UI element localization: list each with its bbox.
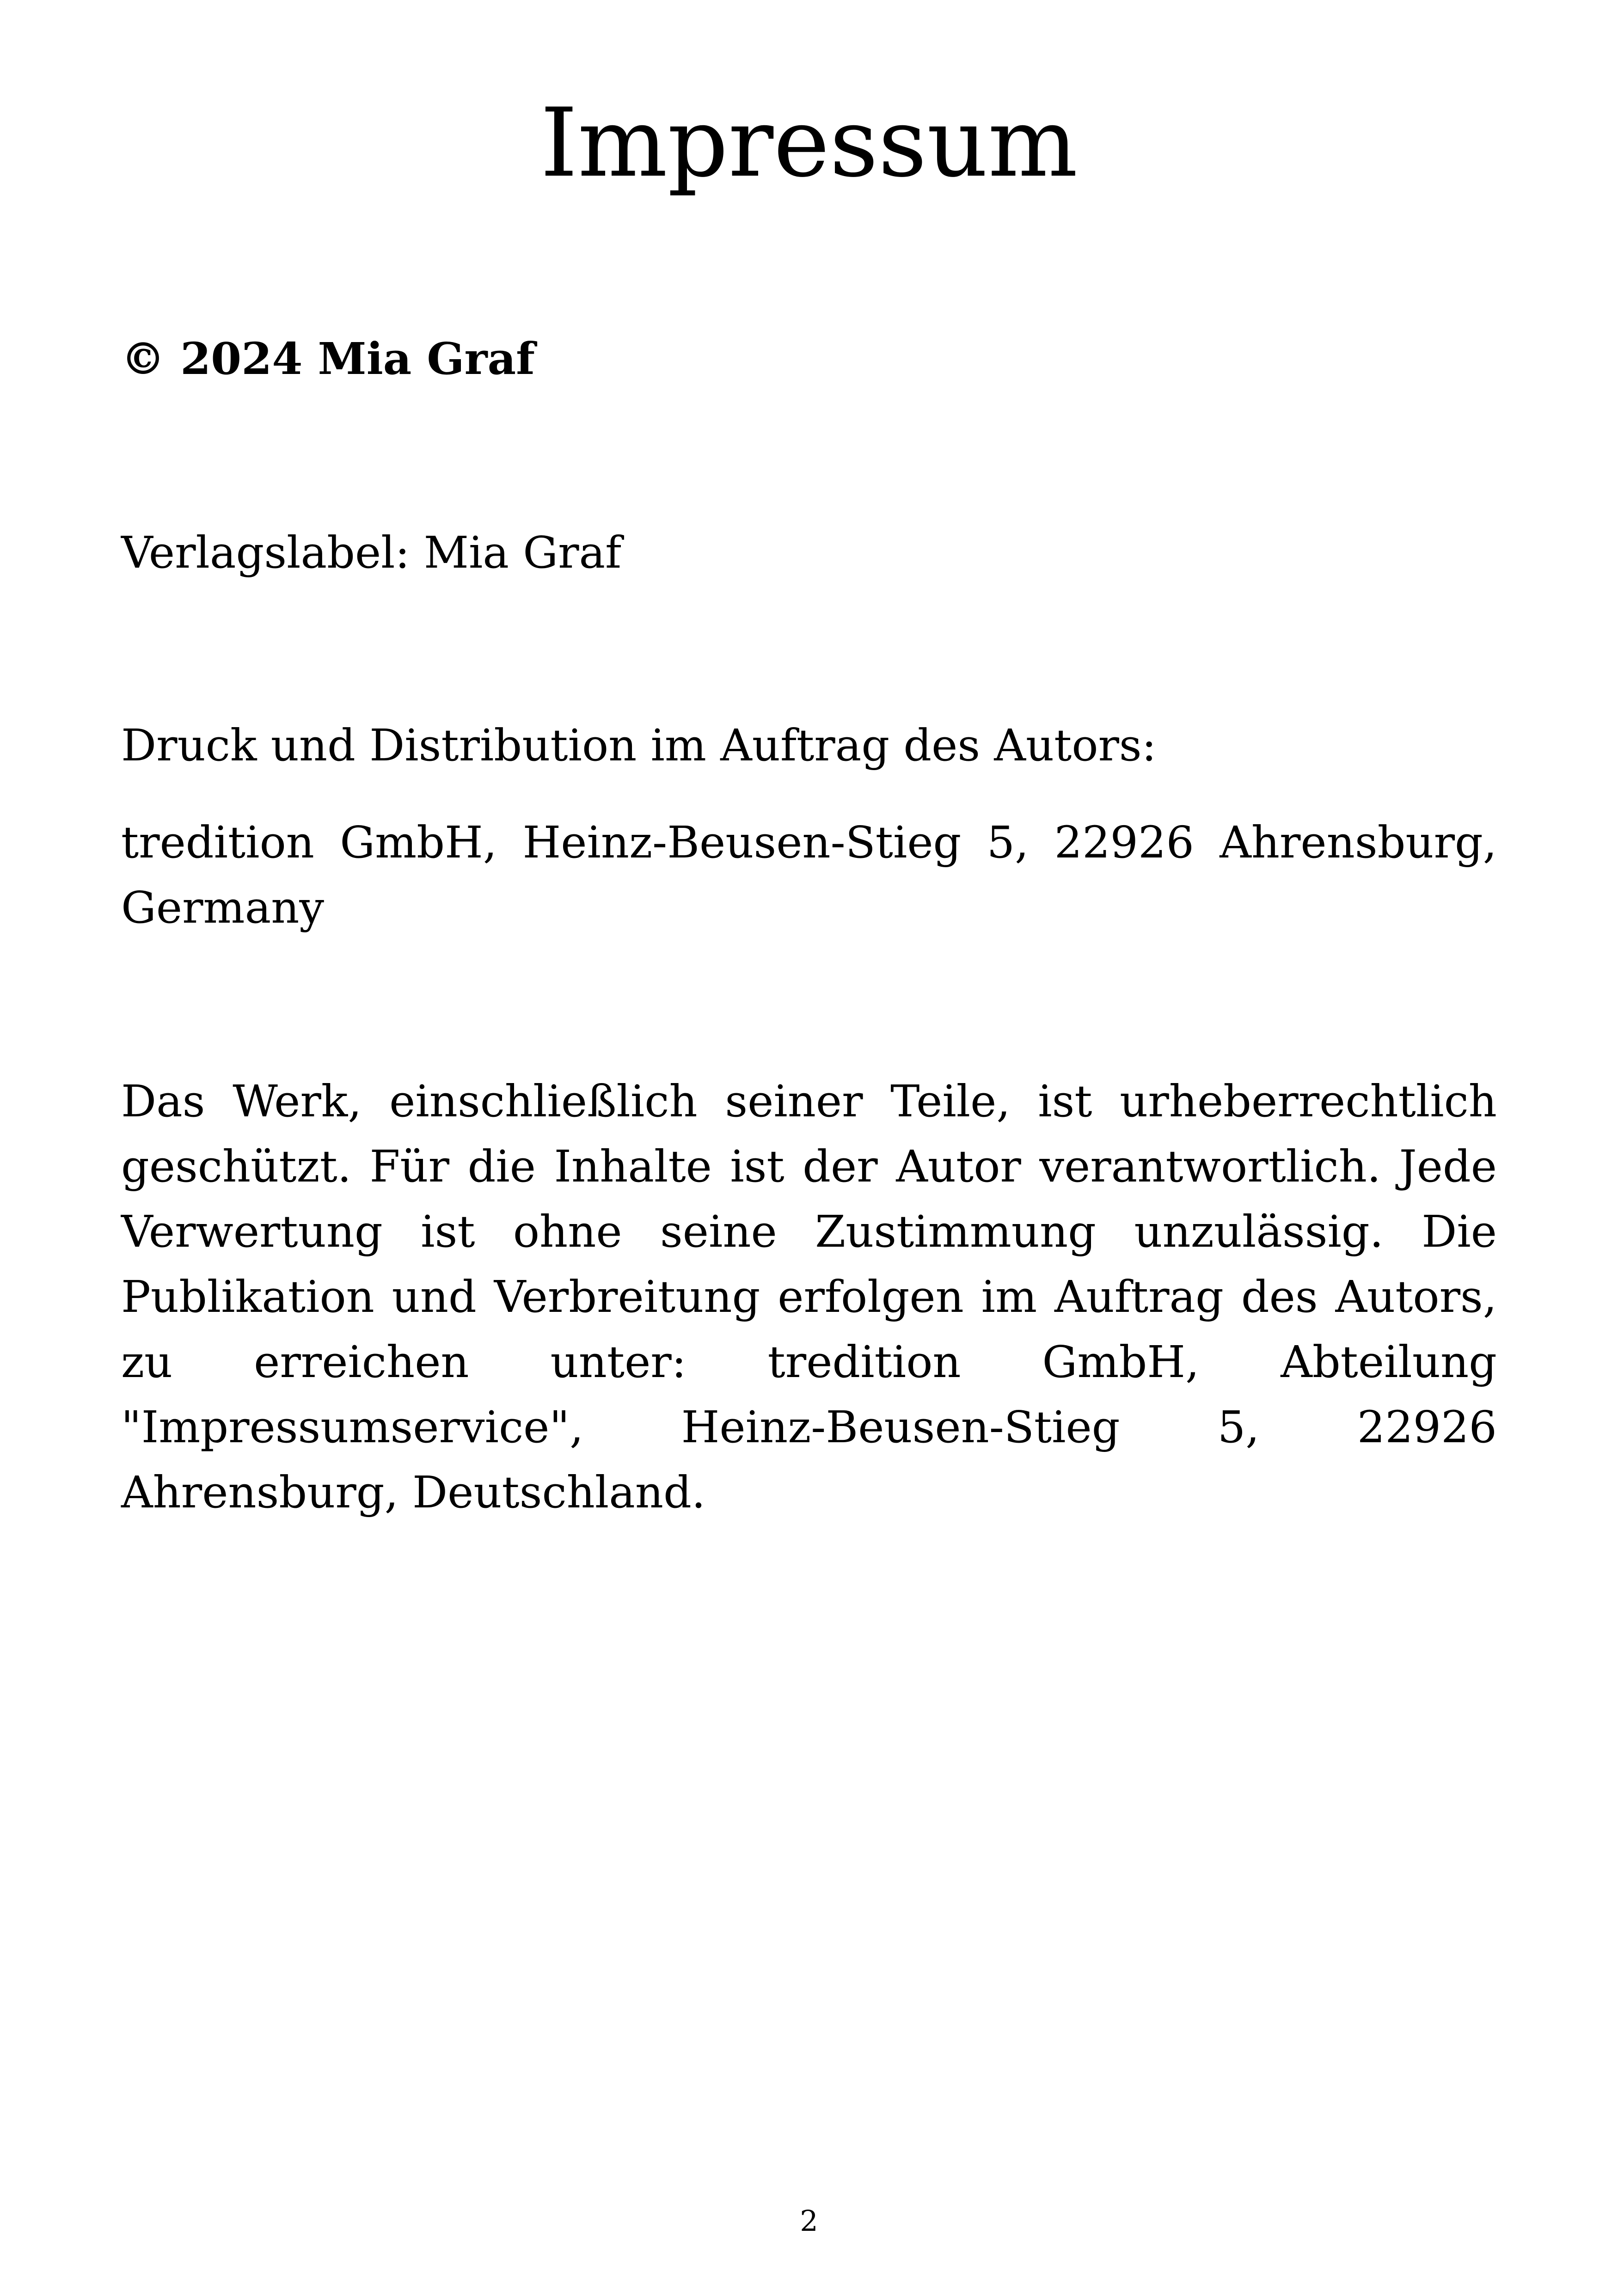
copyright-line: © 2024 Mia Graf xyxy=(121,333,535,385)
printing-heading: Druck und Distribution im Auftrag des Autors: xyxy=(121,720,1157,771)
publisher-label: Verlagslabel: Mia Graf xyxy=(121,527,622,578)
printing-address: tredition GmbH, Heinz-Beusen-Stieg 5, 22926 Ahrensburg, Germany xyxy=(121,817,1497,933)
page-number: 2 xyxy=(800,2204,818,2238)
legal-notice: Das Werk, einschließlich seiner Teile, ist urheberrechtlich geschützt. Für die Inhalte ist der Autor verantwortlich. Jede Verwertung ist ohne seine Zustimmung unzulässig. Die Publikation und Verbreitung erfolgen im Auftrag des Autors, zu erreichen unter: tredition GmbH, Abteilung "Impressumservice", Heinz-Beusen-Stieg 5, 22926 Ahrensburg, Deutschland. xyxy=(121,1076,1497,1518)
page-title: Impressum xyxy=(540,88,1078,198)
